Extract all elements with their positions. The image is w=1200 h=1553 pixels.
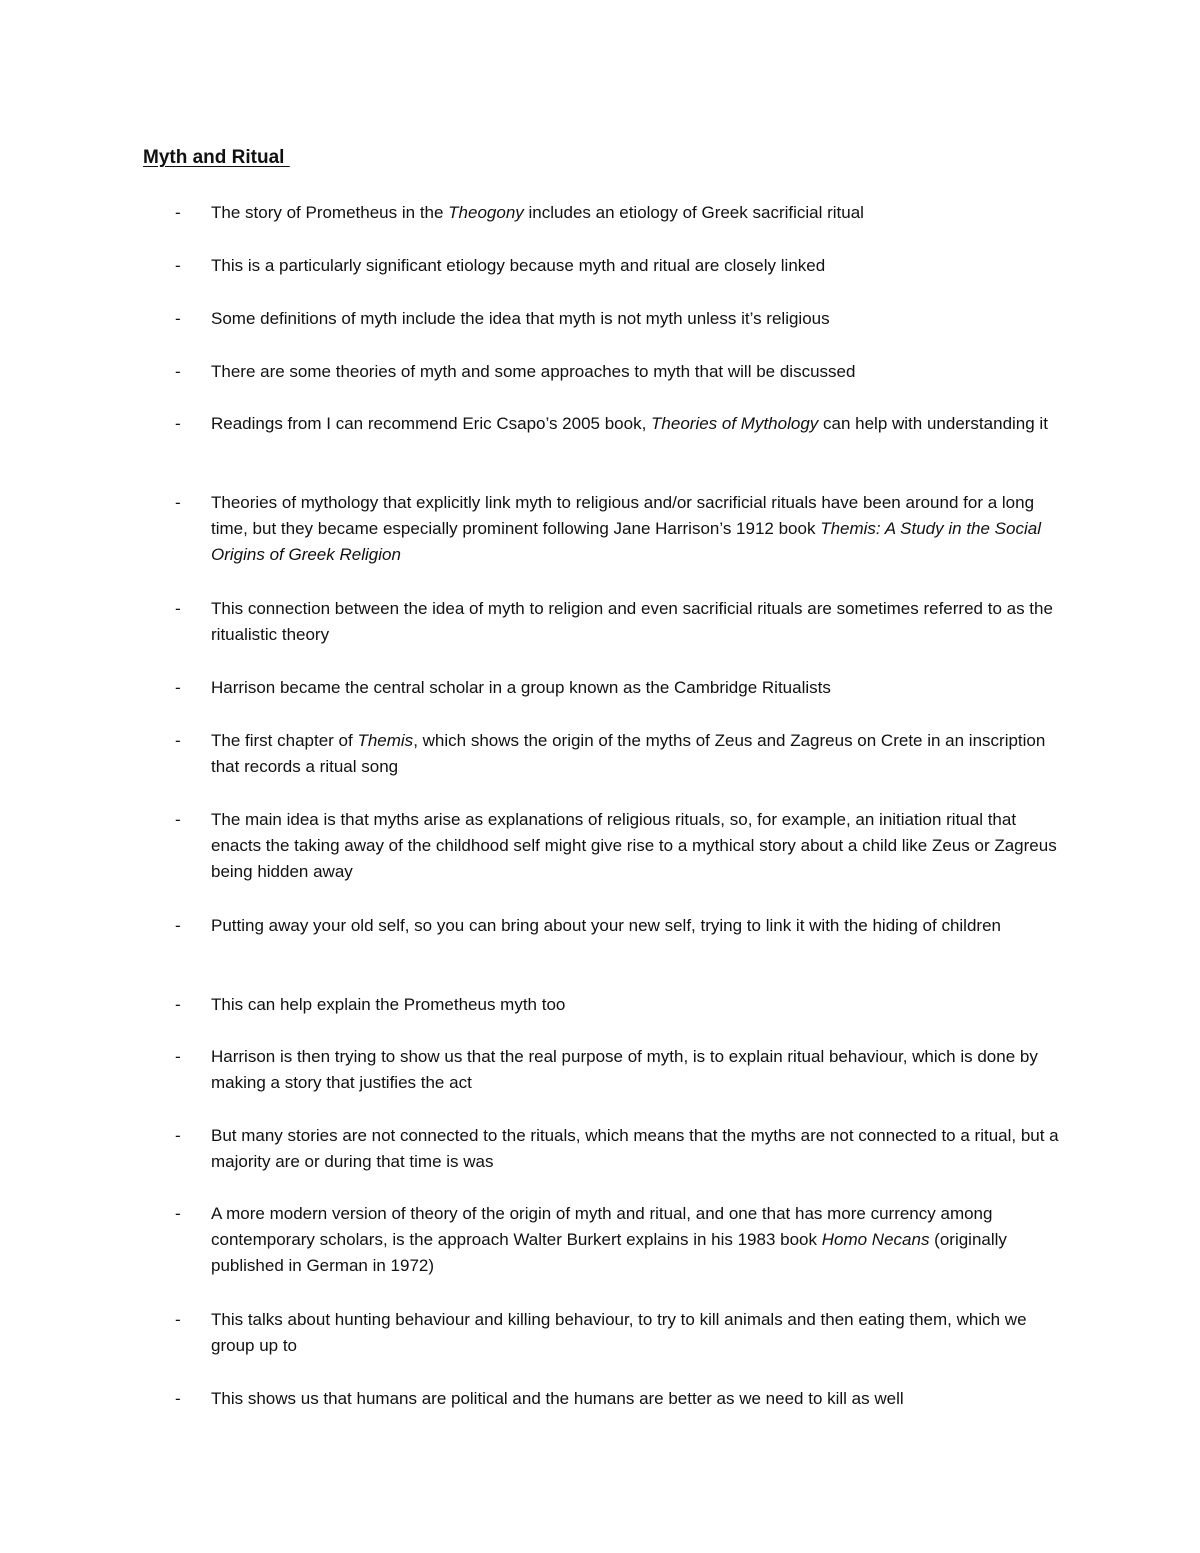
italic-title: Homo Necans [821, 1230, 930, 1249]
list-item-text [211, 306, 1061, 332]
text-run: The first chapter of [211, 731, 358, 750]
text-run: This can help explain the Prometheus myth too [211, 995, 566, 1014]
page-title: Myth and Ritual [143, 147, 290, 168]
list-item-text [211, 1044, 1061, 1096]
text-run: The story of Prometheus in the [211, 203, 449, 222]
bullet-dash: - [175, 731, 181, 750]
list-item-text [211, 411, 1061, 437]
bullet-dash: - [175, 678, 181, 697]
bullet-dash: - [175, 599, 181, 618]
text-run: Harrison became the central scholar in a group known as the Cambridge Ritualists [211, 678, 831, 697]
list-item-text [211, 913, 1061, 939]
bullet-dash: - [175, 493, 181, 512]
bullet-dash: - [175, 309, 181, 328]
list-item-text [211, 992, 1061, 1018]
list-item-text [211, 1386, 1061, 1412]
text-run: Putting away your old self, so you can bring about your new self, trying to link it with the hiding of children [211, 916, 1001, 935]
list-item-text [211, 1307, 1061, 1359]
list-item-text [211, 1201, 1061, 1279]
list-item-text [211, 1123, 1061, 1175]
bullet-dash: - [175, 1204, 181, 1223]
italic-title: Themis [357, 731, 414, 750]
bullet-dash: - [175, 995, 181, 1014]
italic-title: Theogony [448, 203, 524, 222]
text-run: But many stories are not connected to the rituals, which means that the myths are not connected to a ritual, but a majority are or during that time is was [211, 1126, 1059, 1171]
text-run: There are some theories of myth and some approaches to myth that will be discussed [211, 362, 856, 381]
bullet-dash: - [175, 256, 181, 275]
bullet-dash: - [175, 1389, 181, 1408]
text-run: Harrison is then trying to show us that the real purpose of myth, is to explain ritual behaviour, which is done by making a story that justifies the act [211, 1047, 1038, 1092]
italic-title: Theories of Mythology [651, 414, 819, 433]
text-run: can help with understanding it [818, 414, 1048, 433]
bullet-dash: - [175, 916, 181, 935]
bullet-dash: - [175, 362, 181, 381]
bullet-dash: - [175, 203, 181, 222]
italic-title: Themis: A Study in the Social Origins of Greek Religion [211, 519, 1041, 564]
text-run: This connection between the idea of myth to religion and even sacrificial rituals are sometimes referred to as the ritualistic theory [211, 599, 1053, 644]
bullet-dash: - [175, 1126, 181, 1145]
text-run: The main idea is that myths arise as explanations of religious rituals, so, for example, an initiation ritual that enacts the taking away of the childhood self might give rise to a mythical story about a child like Zeus or Zagreus being hidden away [211, 810, 1057, 881]
list-item-text [211, 200, 1061, 226]
list-item-text [211, 490, 1061, 568]
text-run: Readings from I can recommend Eric Csapo’s 2005 book, [211, 414, 652, 433]
text-run: Some definitions of myth include the idea that myth is not myth unless it’s religious [211, 309, 830, 328]
bullet-dash: - [175, 810, 181, 829]
text-run: This is a particularly significant etiology because myth and ritual are closely linked [211, 256, 826, 275]
text-run: This shows us that humans are political and the humans are better as we need to kill as well [211, 1389, 904, 1408]
text-run: , which shows the origin of the myths of Zeus and Zagreus on Crete in an inscription that records a ritual song [211, 731, 1046, 776]
text-run: includes an etiology of Greek sacrificial ritual [523, 203, 864, 222]
list-item-text [211, 807, 1061, 885]
text-run: A more modern version of theory of the origin of myth and ritual, and one that has more currency among contemporary scholars, is the approach Walter Burkert explains in his 1983 book [211, 1204, 993, 1249]
list-item-text [211, 596, 1061, 648]
text-run: Theories of mythology that explicitly link myth to religious and/or sacrificial rituals have been around for a long time, but they became especially prominent following Jane Harrison’s 1912 book [211, 493, 1035, 538]
bullet-dash: - [175, 414, 181, 433]
bullet-dash: - [175, 1047, 181, 1066]
list-item-text [211, 359, 1061, 385]
bullet-dash: - [175, 1310, 181, 1329]
list-item-text [211, 253, 1061, 279]
list-item-text [211, 675, 1061, 701]
text-run: This talks about hunting behaviour and killing behaviour, to try to kill animals and then eating them, which we group up to [211, 1310, 1027, 1355]
list-item-text [211, 728, 1061, 780]
text-run: (originally published in German in 1972) [211, 1230, 1007, 1275]
